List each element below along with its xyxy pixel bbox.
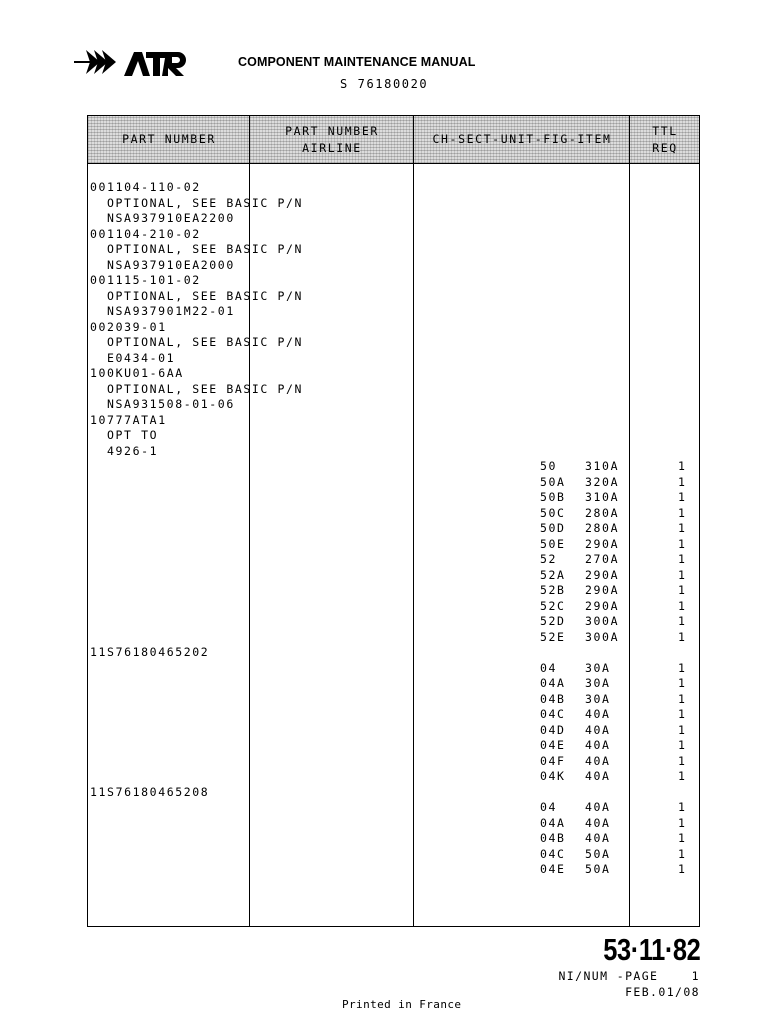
arrow-logo-icon — [74, 50, 116, 74]
part-note: 4926-1 — [107, 443, 159, 458]
figure-ref: 04B — [540, 691, 566, 706]
part-note: OPT TO — [107, 428, 159, 442]
figure-ref: 52B — [540, 583, 566, 597]
header-ch-sect-label: CH-SECT-UNIT-FIG-ITEM — [432, 132, 612, 146]
quantity: 1 — [678, 722, 687, 737]
figure-ref: 50E — [540, 536, 566, 551]
item-ref: 280A — [585, 521, 620, 535]
quantity: 1 — [678, 707, 687, 721]
quantity: 1 — [678, 676, 687, 690]
header-part-number-airline-line2: AIRLINE — [302, 140, 362, 155]
part-note: NSA937910EA2200 — [107, 211, 235, 225]
quantity: 1 — [678, 815, 687, 830]
part-number: 11S76180465202 — [90, 645, 210, 659]
quantity: 1 — [678, 846, 687, 861]
item-ref: 40A — [585, 753, 611, 768]
item-ref: 40A — [585, 707, 611, 721]
column-divider — [413, 116, 414, 926]
part-number: 001104-210-02 — [90, 226, 201, 241]
figure-ref: 52E — [540, 629, 566, 644]
parts-table — [87, 115, 700, 927]
part-note: OPTIONAL, SEE BASIC P/N — [107, 195, 304, 210]
figure-ref: 04K — [540, 769, 566, 783]
page-line: NI/NUM -PAGE 1 — [558, 969, 700, 983]
figure-ref: 50C — [540, 505, 566, 520]
column-divider — [249, 116, 250, 926]
part-note: E0434-01 — [107, 350, 176, 365]
atr-letters-icon — [124, 52, 186, 76]
item-ref: 40A — [585, 738, 611, 752]
item-ref: 30A — [585, 691, 611, 706]
part-note: OPTIONAL, SEE BASIC P/N — [107, 242, 304, 256]
figure-ref: 04C — [540, 707, 566, 721]
item-ref: 290A — [585, 583, 620, 597]
item-ref: 290A — [585, 598, 620, 613]
part-number: 002039-01 — [90, 319, 167, 334]
part-number: 001115-101-02 — [90, 273, 201, 287]
figure-ref: 04A — [540, 815, 566, 830]
quantity: 1 — [678, 769, 687, 783]
item-ref: 50A — [585, 862, 611, 876]
quantity: 1 — [678, 490, 687, 504]
quantity: 1 — [678, 800, 687, 814]
figure-ref: 50 — [540, 459, 558, 473]
figure-ref: 04 — [540, 660, 558, 675]
item-ref: 40A — [585, 831, 611, 845]
part-note: NSA937901M22-01 — [107, 304, 235, 318]
figure-ref: 04D — [540, 722, 566, 737]
item-ref: 40A — [585, 800, 611, 814]
quantity: 1 — [678, 521, 687, 535]
item-ref: 290A — [585, 536, 620, 551]
part-note: NSA937910EA2000 — [107, 257, 235, 272]
header-ch-sect — [414, 116, 630, 163]
quantity: 1 — [678, 691, 687, 706]
quantity: 1 — [678, 459, 687, 473]
item-ref: 300A — [585, 614, 620, 628]
figure-ref: 04B — [540, 831, 566, 845]
figure-ref: 52D — [540, 614, 566, 628]
figure-ref: 04F — [540, 753, 566, 768]
table-header — [88, 116, 699, 164]
quantity: 1 — [678, 505, 687, 520]
figure-ref: 52C — [540, 598, 566, 613]
figure-ref: 04E — [540, 862, 566, 876]
figure-ref: 04E — [540, 738, 566, 752]
item-ref: 310A — [585, 459, 620, 473]
header-part-number-airline — [250, 116, 414, 163]
page-code: 53·11·82 — [602, 932, 700, 967]
revision-date: FEB.01/08 — [625, 985, 700, 999]
part-number: 11S76180465208 — [90, 784, 210, 799]
figure-ref: 50A — [540, 474, 566, 489]
item-ref: 310A — [585, 490, 620, 504]
document-number: S 76180020 — [340, 77, 429, 91]
figure-ref: 04C — [540, 846, 566, 861]
item-ref: 280A — [585, 505, 620, 520]
item-ref: 40A — [585, 769, 611, 783]
item-ref: 270A — [585, 552, 620, 566]
quantity: 1 — [678, 567, 687, 582]
item-ref: 290A — [585, 567, 620, 582]
quantity: 1 — [678, 831, 687, 845]
item-ref: 320A — [585, 474, 620, 489]
header-part-number-label: PART NUMBER — [122, 132, 216, 146]
quantity: 1 — [678, 753, 687, 768]
header-ttl-req — [630, 116, 700, 163]
header-ttl-line1: TTL — [652, 123, 678, 138]
printed-in-france: Printed in France — [342, 998, 462, 1011]
figure-ref: 52A — [540, 567, 566, 582]
quantity: 1 — [678, 614, 687, 628]
figure-ref: 52 — [540, 552, 558, 566]
figure-ref: 04 — [540, 800, 558, 814]
part-number: 001104-110-02 — [90, 180, 201, 194]
part-number: 100KU01-6AA — [90, 366, 184, 380]
document-title: COMPONENT MAINTENANCE MANUAL — [238, 55, 476, 69]
quantity: 1 — [678, 629, 687, 644]
page-info — [558, 968, 700, 1000]
item-ref: 50A — [585, 846, 611, 861]
item-ref: 30A — [585, 676, 611, 690]
item-ref: 300A — [585, 629, 620, 644]
atr-logo — [72, 44, 188, 80]
item-ref: 40A — [585, 815, 611, 830]
quantity: 1 — [678, 660, 687, 675]
header-part-number-airline-line1: PART NUMBER — [285, 123, 379, 138]
figure-ref: 50D — [540, 521, 566, 535]
figure-ref: 04A — [540, 676, 566, 690]
quantity: 1 — [678, 474, 687, 489]
part-note: OPTIONAL, SEE BASIC P/N — [107, 335, 304, 349]
item-ref: 40A — [585, 722, 611, 737]
item-ref: 30A — [585, 660, 611, 675]
quantity: 1 — [678, 583, 687, 597]
quantity: 1 — [678, 536, 687, 551]
column-divider — [629, 116, 630, 926]
header-part-number — [88, 116, 250, 163]
quantity: 1 — [678, 598, 687, 613]
part-note: OPTIONAL, SEE BASIC P/N — [107, 381, 304, 396]
header-ttl-line2: REQ — [652, 140, 678, 155]
figure-ref: 50B — [540, 490, 566, 504]
quantity: 1 — [678, 862, 687, 876]
part-note: OPTIONAL, SEE BASIC P/N — [107, 288, 304, 303]
part-note: NSA931508-01-06 — [107, 397, 235, 411]
quantity: 1 — [678, 552, 687, 566]
quantity: 1 — [678, 738, 687, 752]
part-number: 10777ATA1 — [90, 412, 167, 427]
